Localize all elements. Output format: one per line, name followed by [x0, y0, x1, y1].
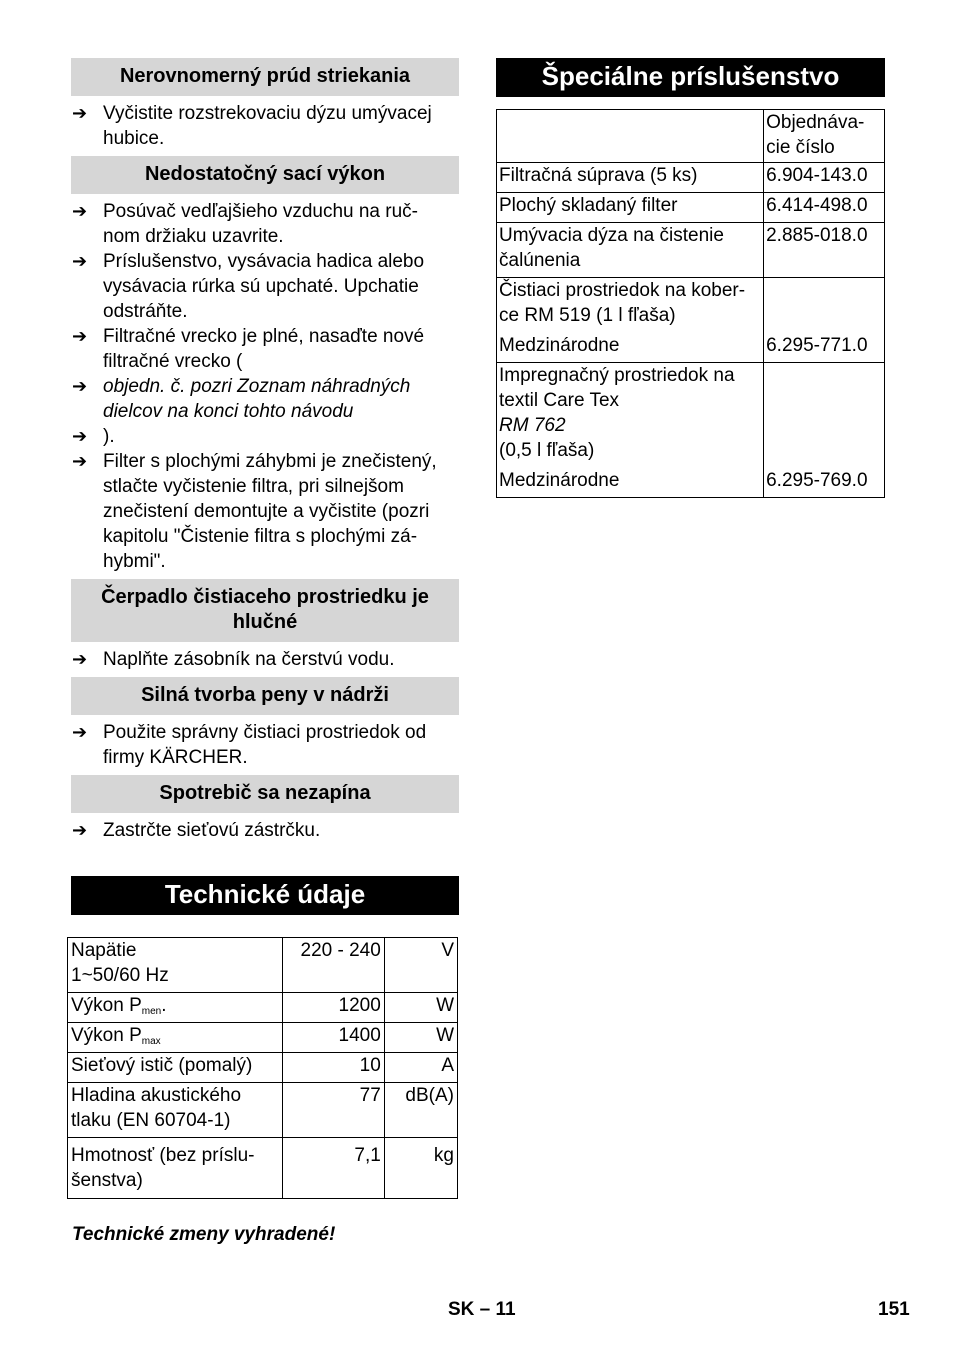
section-no-start [71, 775, 459, 848]
table-cell: 2.885-018.0 [764, 223, 885, 278]
table-cell: 1400 [282, 1023, 384, 1053]
arrow-icon: ➔ [72, 820, 88, 840]
table-cell: Filtračná súprava (5 ks) [497, 163, 764, 193]
table-cell [497, 110, 764, 163]
table-cell: W [384, 993, 457, 1023]
list-item: ➔ objedn. č. pozri Zoznam náhradných dielcov na konci tohto návodu [72, 376, 411, 422]
table-row [68, 993, 458, 1023]
arrow-icon: ➔ [72, 201, 88, 221]
list-item: ➔ Posúvač vedľajšieho vzduchu na ruč- nom držiaku uzavrite. [72, 201, 418, 247]
section-uneven-spray [71, 58, 459, 156]
table-cell: 10 [282, 1053, 384, 1083]
list-item: ➔ Naplňte zásobník na čerstvú vodu. [72, 649, 395, 670]
arrow-icon: ➔ [72, 326, 88, 346]
accessories-title: Špeciálne príslušenstvo [496, 58, 885, 97]
list-item: ➔ Zastrčte sieťovú zástrčku. [72, 820, 321, 841]
list-item: ➔ Vyčistite rozstrekovaciu dýzu umývacej hubice. [72, 103, 432, 149]
table-cell: Plochý skladaný filter [497, 193, 764, 223]
list-item: ➔ Použite správny čistiaci prostriedok od firmy KÄRCHER. [72, 722, 427, 768]
table-cell: A [384, 1053, 457, 1083]
bullet-list [71, 642, 459, 677]
table-cell: Hmotnosť (bez príslu- šenstva) [68, 1138, 283, 1199]
section-heading: Nedostatočný sací výkon [71, 156, 459, 194]
arrow-icon: ➔ [72, 649, 88, 669]
table-cell: Sieťový istič (pomalý) [68, 1053, 283, 1083]
accessories-table [496, 109, 885, 498]
bullet-list [71, 194, 459, 579]
bullet-list [71, 715, 459, 775]
table-row [68, 1083, 458, 1138]
technical-changes-note: Technické zmeny vyhradené! [72, 1224, 336, 1245]
table-cell: Čistiaci prostriedok na kober- ce RM 519 (1 l fľaša) Medzinárodne [497, 278, 764, 363]
table-row [68, 938, 458, 993]
section-foam [71, 677, 459, 775]
arrow-icon: ➔ [72, 426, 88, 446]
table-cell: Napätie 1~50/60 Hz [68, 938, 283, 993]
bullet-list [71, 96, 459, 156]
table-cell: 6.904-143.0 [764, 163, 885, 193]
arrow-icon: ➔ [72, 103, 88, 123]
footer-page-number: 151 [878, 1299, 910, 1320]
right-column [496, 58, 885, 498]
table-cell: Impregnačný prostriedok na textil Care Tex RM 762 (0,5 l fľaša) Medzinárodne [497, 363, 764, 498]
section-heading: Čerpadlo čistiaceho prostriedku je hlučné [71, 579, 459, 642]
left-column [71, 58, 459, 915]
table-row [497, 193, 885, 223]
table-cell: W [384, 1023, 457, 1053]
arrow-icon: ➔ [72, 376, 88, 396]
technical-data-title: Technické údaje [71, 876, 459, 915]
arrow-icon: ➔ [72, 251, 88, 271]
table-cell: 1200 [282, 993, 384, 1023]
table-cell: Umývacia dýza na čistenie čalúnenia [497, 223, 764, 278]
technical-data-table [67, 937, 458, 1199]
table-cell: kg [384, 1138, 457, 1199]
table-row [497, 278, 885, 363]
table-cell: Výkon $P_{men}$. [68, 993, 283, 1023]
list-item: ➔ Príslušenstvo, vysávacia hadica alebo vysávacia rúrka sú upchaté. Upchatie odstráňte. [72, 251, 425, 322]
table-cell: 6.295-769.0 [764, 363, 885, 498]
table-cell: V [384, 938, 457, 993]
section-heading: Nerovnomerný prúd striekania [71, 58, 459, 96]
table-cell: 220 - 240 [282, 938, 384, 993]
table-cell: dB(A) [384, 1083, 457, 1138]
table-row [497, 163, 885, 193]
list-item: ➔ ). [72, 426, 115, 447]
table-row [68, 1023, 458, 1053]
section-heading: Spotrebič sa nezapína [71, 775, 459, 813]
table-row [497, 223, 885, 278]
arrow-icon: ➔ [72, 451, 88, 471]
table-cell: 7,1 [282, 1138, 384, 1199]
section-noisy-pump [71, 579, 459, 677]
table-cell: Objednáva- cie číslo [764, 110, 885, 163]
section-heading: Silná tvorba peny v nádrži [71, 677, 459, 715]
table-row [497, 363, 885, 498]
list-item: ➔ Filter s plochými záhybmi je znečistený, stlačte vyčistenie filtra, pri silnejšom znečistení demontujte a vyčistite (pozri kapitolu "Čistenie filtra s plochými zá- hybmi". [72, 451, 437, 572]
table-row [497, 110, 885, 163]
table-row [68, 1138, 458, 1199]
table-cell: 6.414-498.0 [764, 193, 885, 223]
list-item: ➔ Filtračné vrecko je plné, nasaďte nové filtračné vrecko ( [72, 326, 425, 372]
table-cell: Hladina akustického tlaku (EN 60704-1) [68, 1083, 283, 1138]
bullet-list [71, 813, 459, 848]
table-row [68, 1053, 458, 1083]
table-cell: Výkon $P_{max}$ [68, 1023, 283, 1053]
footer-language-page: SK – 11 [448, 1299, 516, 1320]
section-low-suction [71, 156, 459, 579]
table-cell: 6.295-771.0 [764, 278, 885, 363]
arrow-icon: ➔ [72, 722, 88, 742]
table-cell: 77 [282, 1083, 384, 1138]
